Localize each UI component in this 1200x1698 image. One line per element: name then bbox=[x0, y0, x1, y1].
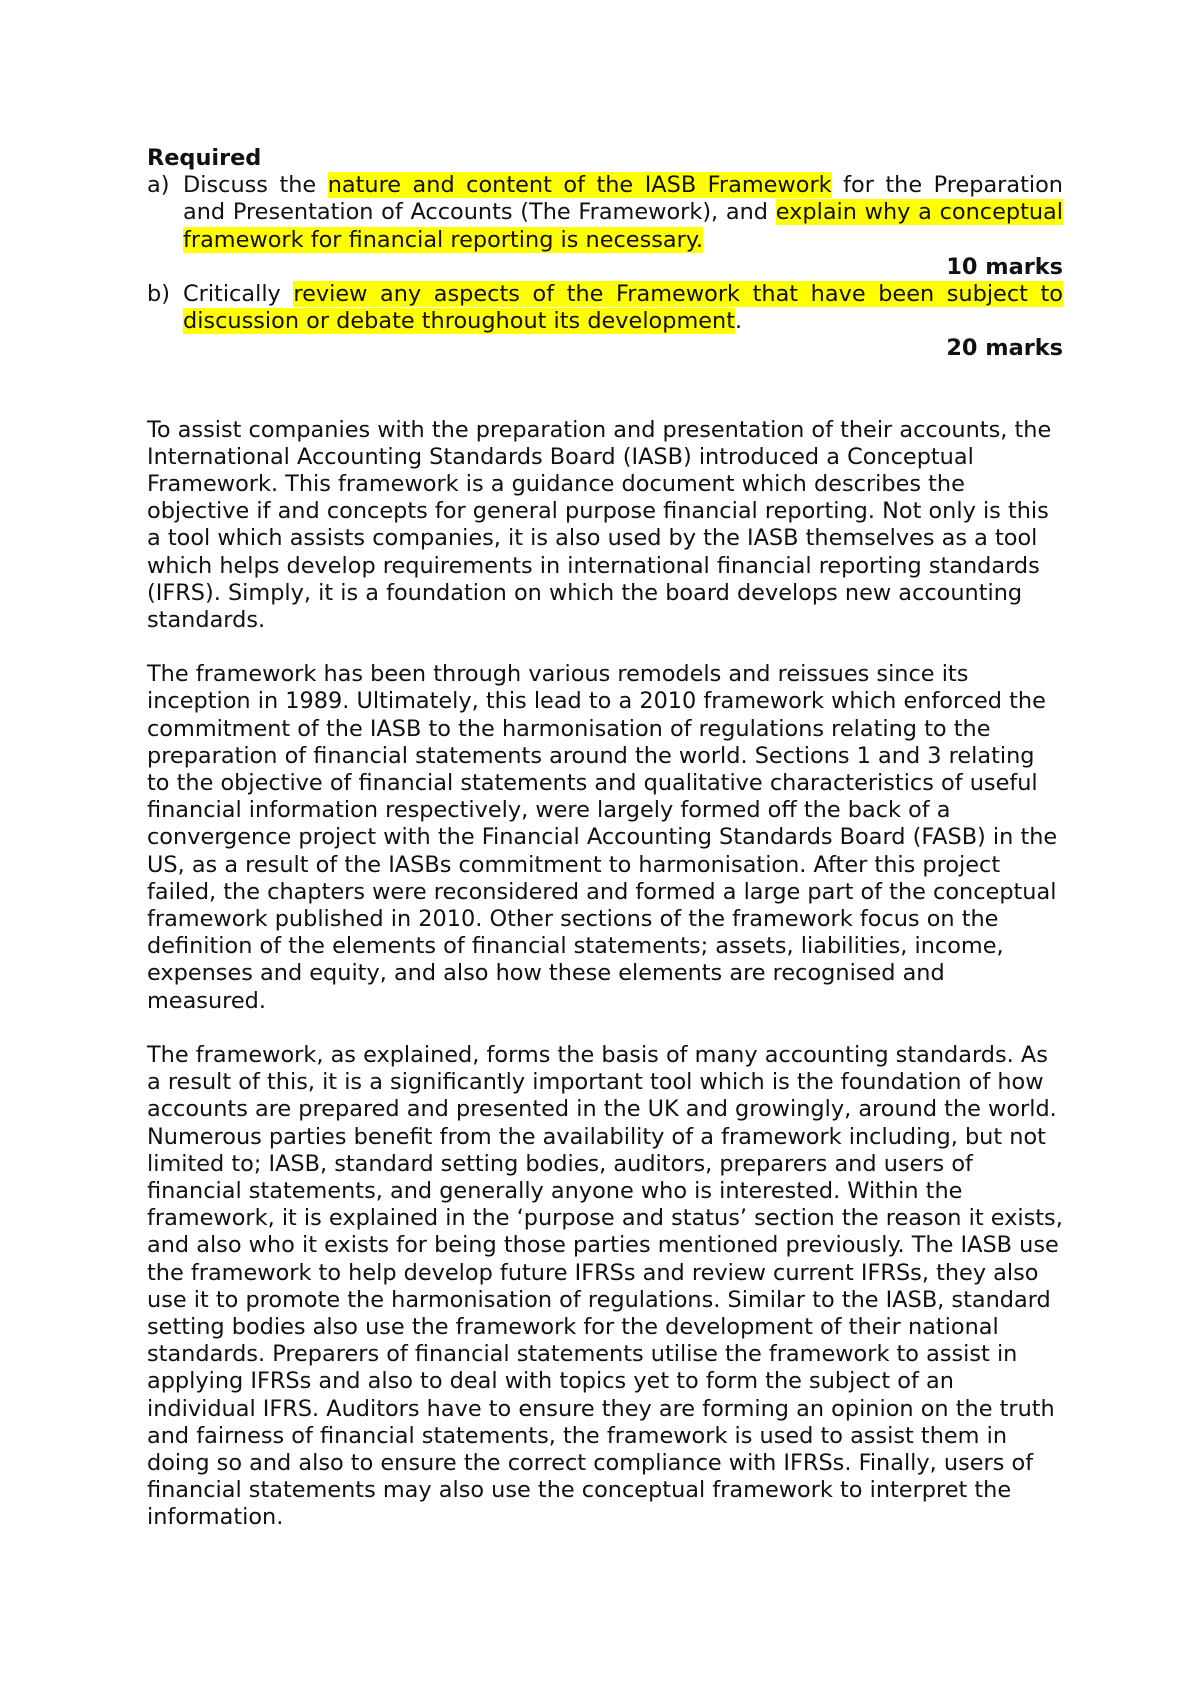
question-a-marks: 10 marks bbox=[946, 253, 1063, 280]
question-b-marks: 20 marks bbox=[946, 335, 1063, 362]
spacer bbox=[147, 363, 1063, 417]
question-a bbox=[147, 172, 1063, 254]
document-page bbox=[147, 145, 1063, 1532]
question-a-text-1: Discuss the bbox=[183, 172, 328, 199]
question-a-text-2: for the Preparation and Presentation of Accounts (The Framework), and bbox=[183, 172, 1063, 226]
paragraph-3: The framework, as explained, forms the basis of many accounting standards. As a result of this, it is a significantly important tool which is the foundation of how accounts are prepared and presented in the UK and growingly, around the world. Numerous parties benefit from the availability of a framework including, but not limited to; IASB, standard setting bodies, auditors, preparers and users of financial statements, and generally anyone who is interested. Within the framework, it is explained in the ‘purpose and status’ section the reason it exists, and also who it exists for being those parties mentioned previously. The IASB use the framework to help develop future IFRSs and review current IFRSs, they also use it to promote the harmonisation of regulations. Similar to the IASB, standard setting bodies also use the framework for the development of their national standards. Preparers of financial statements utilise the framework to assist in applying IFRSs and also to deal with topics yet to form the subject of an individual IFRS. Auditors have to ensure they are forming an opinion on the truth and fairness of financial statements, the framework is used to assist them in doing so and also to ensure the correct compliance with IFRSs. Finally, users of financial statements may also use the conceptual framework to interpret the information. bbox=[147, 1041, 1063, 1531]
question-b-text bbox=[183, 281, 1063, 335]
spacer bbox=[147, 634, 1063, 661]
paragraph-2: The framework has been through various remodels and reissues since its inception in 1989. Ultimately, this lead to a 2010 framework which enforced the commitment of the IASB to the harmonisation of regulations relating to the preparation of financial statements around the world. Sections 1 and 3 relating to the objective of financial statements and qualitative characteristics of useful financial information respectively, were largely formed off the back of a convergence project with the Financial Accounting Standards Board (FASB) in the US, as a result of the IASBs commitment to harmonisation. After this project failed, the chapters were reconsidered and formed a large part of the conceptual framework published in 2010. Other sections of the framework focus on the definition of the elements of financial statements; assets, liabilities, income, expenses and equity, and also how these elements are recognised and measured. bbox=[147, 661, 1058, 1014]
question-b-highlight-1: review any aspects of the Framework that have been subject to discussion or debate throughout its development bbox=[183, 281, 1063, 335]
question-b-letter: b) bbox=[147, 281, 170, 308]
question-b-text-1: Critically bbox=[183, 281, 294, 308]
spacer bbox=[147, 1015, 1063, 1042]
question-a-highlight-1: nature and content of the IASB Framework bbox=[327, 172, 832, 199]
question-a-highlight-2: explain why a conceptual framework for financial reporting is necessary. bbox=[183, 199, 1063, 253]
question-a-text bbox=[183, 172, 1063, 254]
question-b-text-2: . bbox=[735, 308, 743, 335]
question-b bbox=[147, 281, 1063, 335]
question-a-letter: a) bbox=[147, 172, 170, 199]
required-heading: Required bbox=[147, 145, 262, 171]
paragraph-1: To assist companies with the preparation and presentation of their accounts, the International Accounting Standards Board (IASB) introduced a Conceptual Framework. This framework is a guidance document which describes the objective if and concepts for general purpose financial reporting. Not only is this a tool which assists companies, it is also used by the IASB themselves as a tool which helps develop requirements in international financial reporting standards (IFRS). Simply, it is a foundation on which the board develops new accounting standards. bbox=[147, 416, 1052, 634]
